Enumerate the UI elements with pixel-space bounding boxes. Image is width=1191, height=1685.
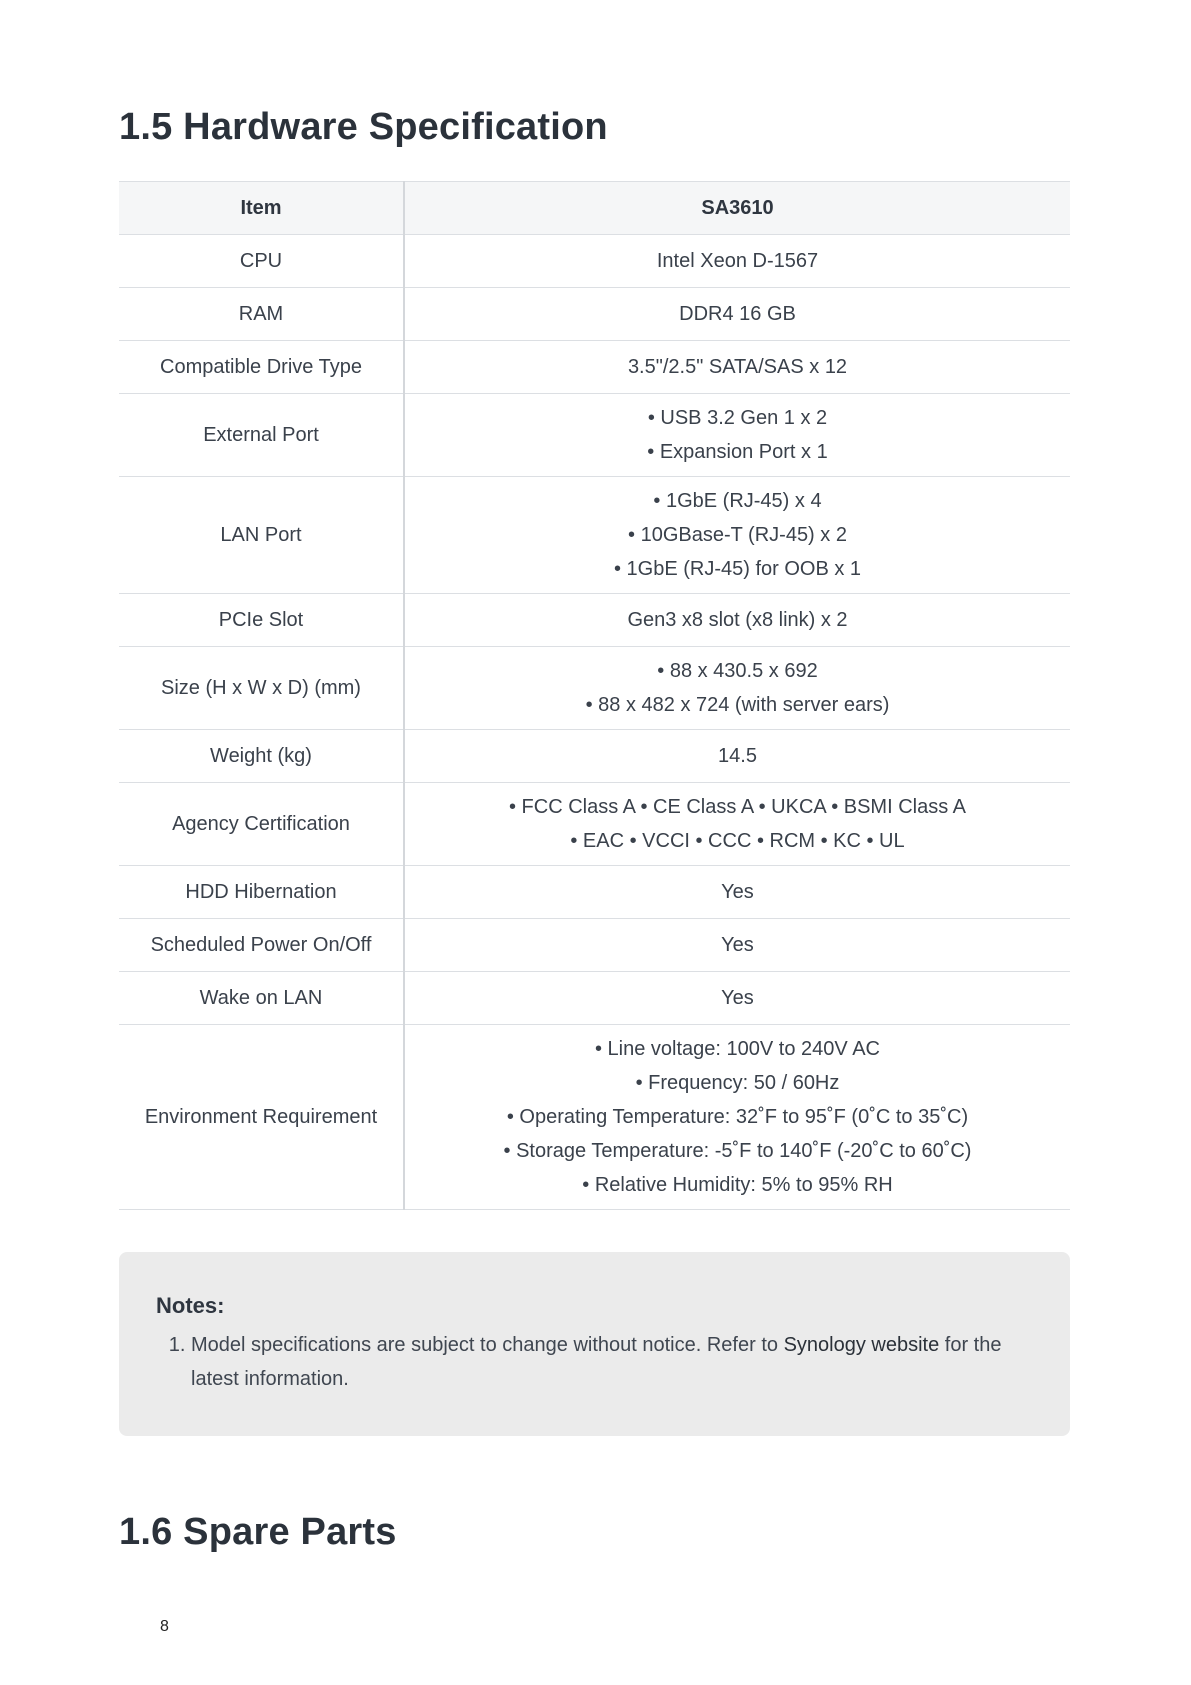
row-item-label: Environment Requirement <box>119 1025 404 1210</box>
row-value-line: • Operating Temperature: 32˚F to 95˚F (0˚C to 35˚C) <box>506 1106 969 1128</box>
note-item <box>191 1328 1011 1396</box>
table-body <box>119 235 1070 1210</box>
row-item-label: Size (H x W x D) (mm) <box>119 647 404 730</box>
notes-title: Notes: <box>156 1293 225 1318</box>
row-value-line: Yes <box>721 881 754 903</box>
row-value-cell <box>404 919 1070 972</box>
row-value-cell <box>404 341 1070 394</box>
row-value-line: • USB 3.2 Gen 1 x 2 <box>647 407 828 429</box>
row-value-cell <box>404 730 1070 783</box>
row-value-line: Gen3 x8 slot (x8 link) x 2 <box>627 609 848 631</box>
spec-table <box>119 181 1070 1210</box>
row-item-label: LAN Port <box>119 477 404 594</box>
row-value-cell <box>404 594 1070 647</box>
row-value-line: Yes <box>721 934 754 956</box>
row-item-label: CPU <box>119 235 404 288</box>
row-item-label: HDD Hibernation <box>119 866 404 919</box>
row-value-line: • Storage Temperature: -5˚F to 140˚F (-20˚C to 60˚C) <box>503 1140 972 1162</box>
row-value-cell <box>404 235 1070 288</box>
row-value-cell <box>404 866 1070 919</box>
row-value-line: Intel Xeon D-1567 <box>656 250 819 272</box>
table-row <box>119 235 1070 288</box>
table-row <box>119 594 1070 647</box>
section-heading-hardware-specification: 1.5 Hardware Specification <box>119 106 608 148</box>
row-value-line: • FCC Class A • CE Class A • UKCA • BSMI Class A <box>508 796 967 818</box>
table-header-row <box>119 182 1070 235</box>
row-value-line: • 10GBase-T (RJ-45) x 2 <box>628 524 847 546</box>
table-row <box>119 477 1070 594</box>
table-header-item: Item <box>119 182 404 235</box>
table-row <box>119 394 1070 477</box>
row-item-label: External Port <box>119 394 404 477</box>
row-item-label: PCIe Slot <box>119 594 404 647</box>
table-row <box>119 919 1070 972</box>
table-row <box>119 730 1070 783</box>
row-value-line: • Expansion Port x 1 <box>647 441 828 463</box>
row-item-label: Compatible Drive Type <box>119 341 404 394</box>
row-item-label: RAM <box>119 288 404 341</box>
row-value-cell <box>404 1025 1070 1210</box>
row-item-label: Wake on LAN <box>119 972 404 1025</box>
row-value-line: • Frequency: 50 / 60Hz <box>635 1072 840 1094</box>
row-value-line: DDR4 16 GB <box>679 303 796 325</box>
table-row <box>119 1025 1070 1210</box>
row-value-line: • Line voltage: 100V to 240V AC <box>595 1038 880 1060</box>
synology-website-link[interactable]: Synology website <box>783 1334 940 1356</box>
row-value-cell <box>404 783 1070 866</box>
row-value-line: 3.5"/2.5" SATA/SAS x 12 <box>627 356 848 378</box>
notes-box <box>119 1252 1070 1436</box>
row-value-line: Yes <box>721 987 754 1009</box>
section-heading-spare-parts: 1.6 Spare Parts <box>119 1511 397 1553</box>
table-row <box>119 341 1070 394</box>
table-row <box>119 783 1070 866</box>
row-value-line: • 1GbE (RJ-45) for OOB x 1 <box>613 558 862 580</box>
page-number: 8 <box>160 1618 169 1635</box>
row-value-line: • 88 x 430.5 x 692 <box>657 660 818 682</box>
table-header-model: SA3610 <box>404 182 1070 235</box>
notes-list <box>156 1328 1011 1396</box>
row-value-cell <box>404 477 1070 594</box>
row-value-line: 14.5 <box>718 745 757 767</box>
table-row <box>119 647 1070 730</box>
table-row <box>119 866 1070 919</box>
row-value-cell <box>404 394 1070 477</box>
row-value-line: • EAC • VCCI • CCC • RCM • KC • UL <box>570 830 905 852</box>
row-item-label: Scheduled Power On/Off <box>119 919 404 972</box>
row-item-label: Weight (kg) <box>119 730 404 783</box>
row-value-cell <box>404 972 1070 1025</box>
row-item-label: Agency Certification <box>119 783 404 866</box>
note-text-after: for the latest information. <box>191 1334 1002 1390</box>
row-value-cell <box>404 647 1070 730</box>
row-value-line: • 88 x 482 x 724 (with server ears) <box>585 694 890 716</box>
table-row <box>119 972 1070 1025</box>
row-value-line: • 1GbE (RJ-45) x 4 <box>653 490 822 512</box>
row-value-cell <box>404 288 1070 341</box>
note-text-before: Model specifications are subject to change without notice. Refer to <box>191 1334 784 1356</box>
table-row <box>119 288 1070 341</box>
row-value-line: • Relative Humidity: 5% to 95% RH <box>582 1174 893 1196</box>
